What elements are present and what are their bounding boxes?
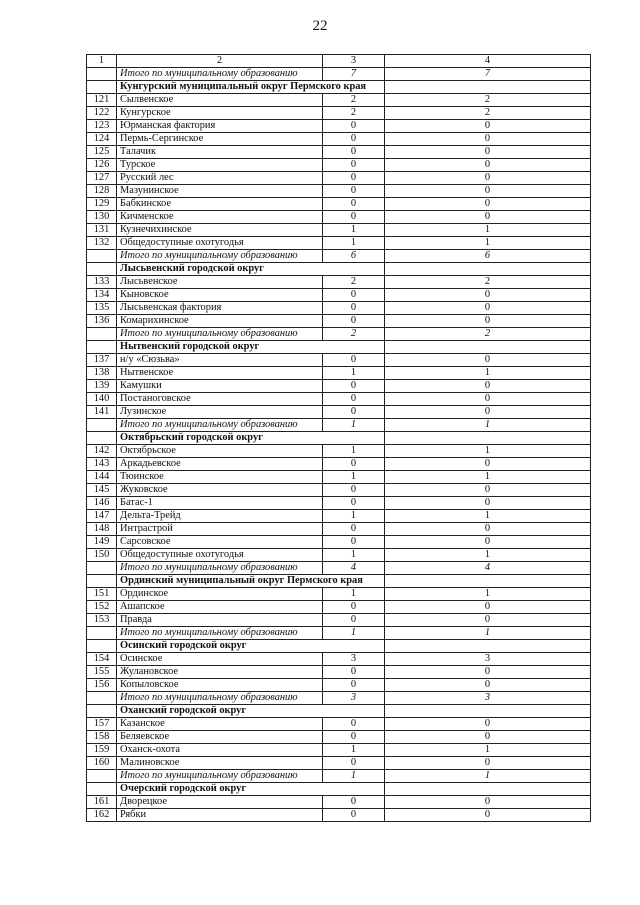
hunting-ground-name: Сарсовское (117, 536, 323, 549)
value-col4: 0 (385, 523, 591, 536)
subtotal-value-col3: 3 (323, 692, 385, 705)
row-number: 139 (87, 380, 117, 393)
subtotal-value-col4: 7 (385, 68, 591, 81)
hunting-grounds-table (86, 54, 591, 822)
subtotal-value-col3: 6 (323, 250, 385, 263)
hunting-ground-name: Батас-1 (117, 497, 323, 510)
value-col3: 0 (323, 393, 385, 406)
hunting-ground-name: Постаноговское (117, 393, 323, 406)
row-number: 156 (87, 679, 117, 692)
value-col4: 1 (385, 588, 591, 601)
subtotal-row (87, 68, 591, 81)
value-col4: 0 (385, 172, 591, 185)
table-row (87, 614, 591, 627)
hunting-ground-name: Лысьвенская фактория (117, 302, 323, 315)
value-col4: 0 (385, 757, 591, 770)
table-row (87, 406, 591, 419)
table-row (87, 471, 591, 484)
district-header-row (87, 432, 591, 445)
table-row (87, 497, 591, 510)
row-number: 162 (87, 809, 117, 822)
value-col3: 0 (323, 601, 385, 614)
table-row (87, 653, 591, 666)
value-col3: 0 (323, 315, 385, 328)
table-row (87, 731, 591, 744)
subtotal-value-col4: 1 (385, 770, 591, 783)
table-row (87, 601, 591, 614)
hunting-ground-name: Октябрьское (117, 445, 323, 458)
row-number: 145 (87, 484, 117, 497)
table-row (87, 484, 591, 497)
hunting-ground-name: Пермь-Сергинское (117, 133, 323, 146)
district-header-row (87, 705, 591, 718)
table-row (87, 549, 591, 562)
row-number: 132 (87, 237, 117, 250)
value-col3: 1 (323, 445, 385, 458)
value-col4: 0 (385, 380, 591, 393)
value-col4: 3 (385, 653, 591, 666)
value-col3: 0 (323, 757, 385, 770)
value-col3: 1 (323, 471, 385, 484)
hunting-ground-name: Лузинское (117, 406, 323, 419)
table-row (87, 302, 591, 315)
district-header-row (87, 81, 591, 94)
subtotal-row (87, 250, 591, 263)
table-row (87, 666, 591, 679)
value-col3: 0 (323, 796, 385, 809)
value-col3: 0 (323, 484, 385, 497)
table-row (87, 185, 591, 198)
value-col3: 0 (323, 718, 385, 731)
table-row (87, 445, 591, 458)
value-col3: 0 (323, 146, 385, 159)
value-col4: 0 (385, 315, 591, 328)
table-row (87, 367, 591, 380)
value-col4: 2 (385, 276, 591, 289)
hunting-ground-name: Камушки (117, 380, 323, 393)
row-number: 124 (87, 133, 117, 146)
hunting-ground-name: Казанское (117, 718, 323, 731)
value-col3: 0 (323, 809, 385, 822)
row-number-cell (87, 640, 117, 653)
subtotal-row (87, 328, 591, 341)
row-number: 153 (87, 614, 117, 627)
district-header-row (87, 783, 591, 796)
row-number: 157 (87, 718, 117, 731)
hunting-ground-name: Кунгурское (117, 107, 323, 120)
row-number: 128 (87, 185, 117, 198)
table-row (87, 393, 591, 406)
subtotal-value-col3: 1 (323, 770, 385, 783)
value-col4: 0 (385, 679, 591, 692)
row-number: 121 (87, 94, 117, 107)
value-col4: 0 (385, 497, 591, 510)
value-col3: 1 (323, 510, 385, 523)
value-col3: 0 (323, 458, 385, 471)
subtotal-value-col3: 1 (323, 419, 385, 432)
value-col3: 0 (323, 185, 385, 198)
hunting-ground-name: Жуковское (117, 484, 323, 497)
table-row (87, 523, 591, 536)
value-col4: 0 (385, 289, 591, 302)
table-row (87, 315, 591, 328)
hunting-ground-name: Дельта-Трейд (117, 510, 323, 523)
row-number: 122 (87, 107, 117, 120)
subtotal-value-col3: 7 (323, 68, 385, 81)
subtotal-value-col4: 6 (385, 250, 591, 263)
hunting-ground-name: Правда (117, 614, 323, 627)
value-col4: 0 (385, 185, 591, 198)
table-row (87, 718, 591, 731)
row-number-cell (87, 341, 117, 354)
hunting-ground-name: Общедоступные охотугодья (117, 237, 323, 250)
value-col4: 1 (385, 224, 591, 237)
value-col3: 1 (323, 549, 385, 562)
value-col4: 0 (385, 120, 591, 133)
value-col3: 0 (323, 679, 385, 692)
row-number: 151 (87, 588, 117, 601)
table-row (87, 224, 591, 237)
hunting-ground-name: Ашапское (117, 601, 323, 614)
table-row (87, 809, 591, 822)
value-col4: 0 (385, 601, 591, 614)
column-header: 1 (87, 55, 117, 68)
row-number-cell (87, 250, 117, 263)
hunting-ground-name: Дворецкое (117, 796, 323, 809)
table-row (87, 679, 591, 692)
hunting-ground-name: Русский лес (117, 172, 323, 185)
hunting-ground-name: Кичменское (117, 211, 323, 224)
district-name: Кунгурский муниципальный округ Пермского края (117, 81, 385, 94)
subtotal-row (87, 770, 591, 783)
subtotal-label: Итого по муниципальному образованию (117, 562, 323, 575)
row-number-cell (87, 705, 117, 718)
empty-cell (385, 263, 591, 276)
empty-cell (385, 705, 591, 718)
value-col4: 2 (385, 94, 591, 107)
value-col4: 0 (385, 393, 591, 406)
district-name: Лысьвенский городской округ (117, 263, 385, 276)
table-row (87, 198, 591, 211)
value-col4: 0 (385, 354, 591, 367)
row-number: 147 (87, 510, 117, 523)
subtotal-value-col4: 1 (385, 627, 591, 640)
hunting-ground-name: Тюинское (117, 471, 323, 484)
row-number-cell (87, 692, 117, 705)
value-col4: 0 (385, 484, 591, 497)
row-number: 152 (87, 601, 117, 614)
value-col3: 0 (323, 133, 385, 146)
value-col4: 1 (385, 510, 591, 523)
subtotal-row (87, 419, 591, 432)
value-col3: 1 (323, 367, 385, 380)
row-number-cell (87, 783, 117, 796)
row-number: 125 (87, 146, 117, 159)
value-col4: 0 (385, 614, 591, 627)
column-header: 2 (117, 55, 323, 68)
value-col3: 0 (323, 523, 385, 536)
value-col4: 0 (385, 146, 591, 159)
row-number: 136 (87, 315, 117, 328)
table-row (87, 159, 591, 172)
value-col3: 0 (323, 614, 385, 627)
value-col3: 0 (323, 354, 385, 367)
hunting-ground-name: Комарихинское (117, 315, 323, 328)
hunting-ground-name: Ординское (117, 588, 323, 601)
value-col3: 1 (323, 237, 385, 250)
row-number: 146 (87, 497, 117, 510)
subtotal-label: Итого по муниципальному образованию (117, 328, 323, 341)
row-number: 155 (87, 666, 117, 679)
value-col4: 0 (385, 133, 591, 146)
row-number: 126 (87, 159, 117, 172)
value-col3: 0 (323, 198, 385, 211)
district-name: Нытвенский городской округ (117, 341, 385, 354)
row-number: 160 (87, 757, 117, 770)
row-number-cell (87, 68, 117, 81)
column-header: 4 (385, 55, 591, 68)
value-col4: 0 (385, 666, 591, 679)
value-col4: 0 (385, 211, 591, 224)
row-number: 130 (87, 211, 117, 224)
table-row (87, 510, 591, 523)
table-row (87, 744, 591, 757)
subtotal-value-col4: 4 (385, 562, 591, 575)
subtotal-value-col3: 1 (323, 627, 385, 640)
row-number: 143 (87, 458, 117, 471)
subtotal-row (87, 627, 591, 640)
table-row (87, 107, 591, 120)
hunting-ground-name: Интрастрой (117, 523, 323, 536)
value-col3: 0 (323, 666, 385, 679)
subtotal-label: Итого по муниципальному образованию (117, 250, 323, 263)
value-col3: 1 (323, 224, 385, 237)
district-name: Очерский городской округ (117, 783, 385, 796)
row-number: 123 (87, 120, 117, 133)
row-number: 159 (87, 744, 117, 757)
hunting-ground-name: н/у «Сюзьва» (117, 354, 323, 367)
value-col4: 0 (385, 536, 591, 549)
empty-cell (385, 81, 591, 94)
subtotal-label: Итого по муниципальному образованию (117, 770, 323, 783)
table-row (87, 380, 591, 393)
value-col3: 2 (323, 276, 385, 289)
hunting-ground-name: Турское (117, 159, 323, 172)
value-col3: 0 (323, 302, 385, 315)
row-number: 135 (87, 302, 117, 315)
hunting-ground-name: Кыновское (117, 289, 323, 302)
value-col4: 0 (385, 718, 591, 731)
empty-cell (385, 341, 591, 354)
value-col4: 0 (385, 809, 591, 822)
row-number: 144 (87, 471, 117, 484)
row-number: 158 (87, 731, 117, 744)
subtotal-value-col3: 4 (323, 562, 385, 575)
empty-cell (385, 640, 591, 653)
value-col3: 3 (323, 653, 385, 666)
row-number-cell (87, 562, 117, 575)
value-col3: 0 (323, 211, 385, 224)
row-number: 140 (87, 393, 117, 406)
hunting-ground-name: Жулановское (117, 666, 323, 679)
page-number: 22 (312, 18, 328, 34)
value-col3: 0 (323, 159, 385, 172)
table-row (87, 354, 591, 367)
hunting-ground-name: Кузнечихинское (117, 224, 323, 237)
table-row (87, 289, 591, 302)
value-col3: 1 (323, 744, 385, 757)
table-row (87, 94, 591, 107)
value-col4: 0 (385, 458, 591, 471)
hunting-ground-name: Сылвенское (117, 94, 323, 107)
subtotal-value-col4: 1 (385, 419, 591, 432)
district-name: Ординский муниципальный округ Пермского края (117, 575, 385, 588)
row-number-cell (87, 575, 117, 588)
table-row (87, 757, 591, 770)
row-number-cell (87, 328, 117, 341)
value-col3: 0 (323, 289, 385, 302)
hunting-ground-name: Копыловское (117, 679, 323, 692)
table-row (87, 237, 591, 250)
row-number-cell (87, 419, 117, 432)
hunting-ground-name: Малиновское (117, 757, 323, 770)
value-col3: 0 (323, 380, 385, 393)
hunting-ground-name: Общедоступные охотугодья (117, 549, 323, 562)
table-row (87, 536, 591, 549)
subtotal-label: Итого по муниципальному образованию (117, 692, 323, 705)
table-row (87, 133, 591, 146)
value-col4: 1 (385, 445, 591, 458)
row-number: 138 (87, 367, 117, 380)
value-col3: 0 (323, 536, 385, 549)
value-col4: 0 (385, 406, 591, 419)
subtotal-label: Итого по муниципальному образованию (117, 627, 323, 640)
row-number: 141 (87, 406, 117, 419)
hunting-ground-name: Нытвенское (117, 367, 323, 380)
row-number-cell (87, 81, 117, 94)
row-number: 133 (87, 276, 117, 289)
district-header-row (87, 341, 591, 354)
subtotal-label: Итого по муниципальному образованию (117, 419, 323, 432)
table-row (87, 172, 591, 185)
hunting-ground-name: Мазунинское (117, 185, 323, 198)
empty-cell (385, 783, 591, 796)
hunting-ground-name: Аркадьевское (117, 458, 323, 471)
value-col4: 0 (385, 731, 591, 744)
table-row (87, 276, 591, 289)
value-col3: 2 (323, 107, 385, 120)
hunting-ground-name: Оханск-охота (117, 744, 323, 757)
row-number: 149 (87, 536, 117, 549)
row-number: 161 (87, 796, 117, 809)
column-number-row (87, 55, 591, 68)
value-col3: 0 (323, 406, 385, 419)
row-number: 129 (87, 198, 117, 211)
table-row (87, 211, 591, 224)
hunting-ground-name: Талачик (117, 146, 323, 159)
value-col3: 0 (323, 172, 385, 185)
row-number: 154 (87, 653, 117, 666)
value-col4: 0 (385, 796, 591, 809)
table-row (87, 796, 591, 809)
subtotal-value-col4: 3 (385, 692, 591, 705)
hunting-ground-name: Бабкинское (117, 198, 323, 211)
hunting-ground-name: Юрманская фактория (117, 120, 323, 133)
row-number: 127 (87, 172, 117, 185)
row-number-cell (87, 627, 117, 640)
row-number: 142 (87, 445, 117, 458)
value-col3: 1 (323, 588, 385, 601)
hunting-ground-name: Лысьвенское (117, 276, 323, 289)
value-col4: 1 (385, 744, 591, 757)
value-col4: 0 (385, 198, 591, 211)
hunting-ground-name: Беляевское (117, 731, 323, 744)
subtotal-row (87, 562, 591, 575)
value-col4: 1 (385, 549, 591, 562)
empty-cell (385, 575, 591, 588)
district-header-row (87, 575, 591, 588)
value-col3: 0 (323, 731, 385, 744)
subtotal-value-col4: 2 (385, 328, 591, 341)
value-col4: 1 (385, 237, 591, 250)
table-row (87, 146, 591, 159)
row-number: 137 (87, 354, 117, 367)
value-col3: 2 (323, 94, 385, 107)
value-col4: 1 (385, 471, 591, 484)
hunting-ground-name: Рябки (117, 809, 323, 822)
district-name: Оханский городской округ (117, 705, 385, 718)
table-row (87, 458, 591, 471)
value-col4: 1 (385, 367, 591, 380)
row-number: 150 (87, 549, 117, 562)
table-row (87, 120, 591, 133)
district-header-row (87, 640, 591, 653)
district-name: Осинский городской округ (117, 640, 385, 653)
value-col3: 0 (323, 497, 385, 510)
empty-cell (385, 432, 591, 445)
subtotal-label: Итого по муниципальному образованию (117, 68, 323, 81)
value-col4: 0 (385, 302, 591, 315)
row-number-cell (87, 432, 117, 445)
district-name: Октябрьский городской округ (117, 432, 385, 445)
subtotal-value-col3: 2 (323, 328, 385, 341)
row-number: 131 (87, 224, 117, 237)
value-col4: 0 (385, 159, 591, 172)
subtotal-row (87, 692, 591, 705)
hunting-ground-name: Осинское (117, 653, 323, 666)
value-col3: 0 (323, 120, 385, 133)
row-number-cell (87, 263, 117, 276)
column-header: 3 (323, 55, 385, 68)
value-col4: 2 (385, 107, 591, 120)
district-header-row (87, 263, 591, 276)
table-row (87, 588, 591, 601)
row-number-cell (87, 770, 117, 783)
row-number: 148 (87, 523, 117, 536)
row-number: 134 (87, 289, 117, 302)
